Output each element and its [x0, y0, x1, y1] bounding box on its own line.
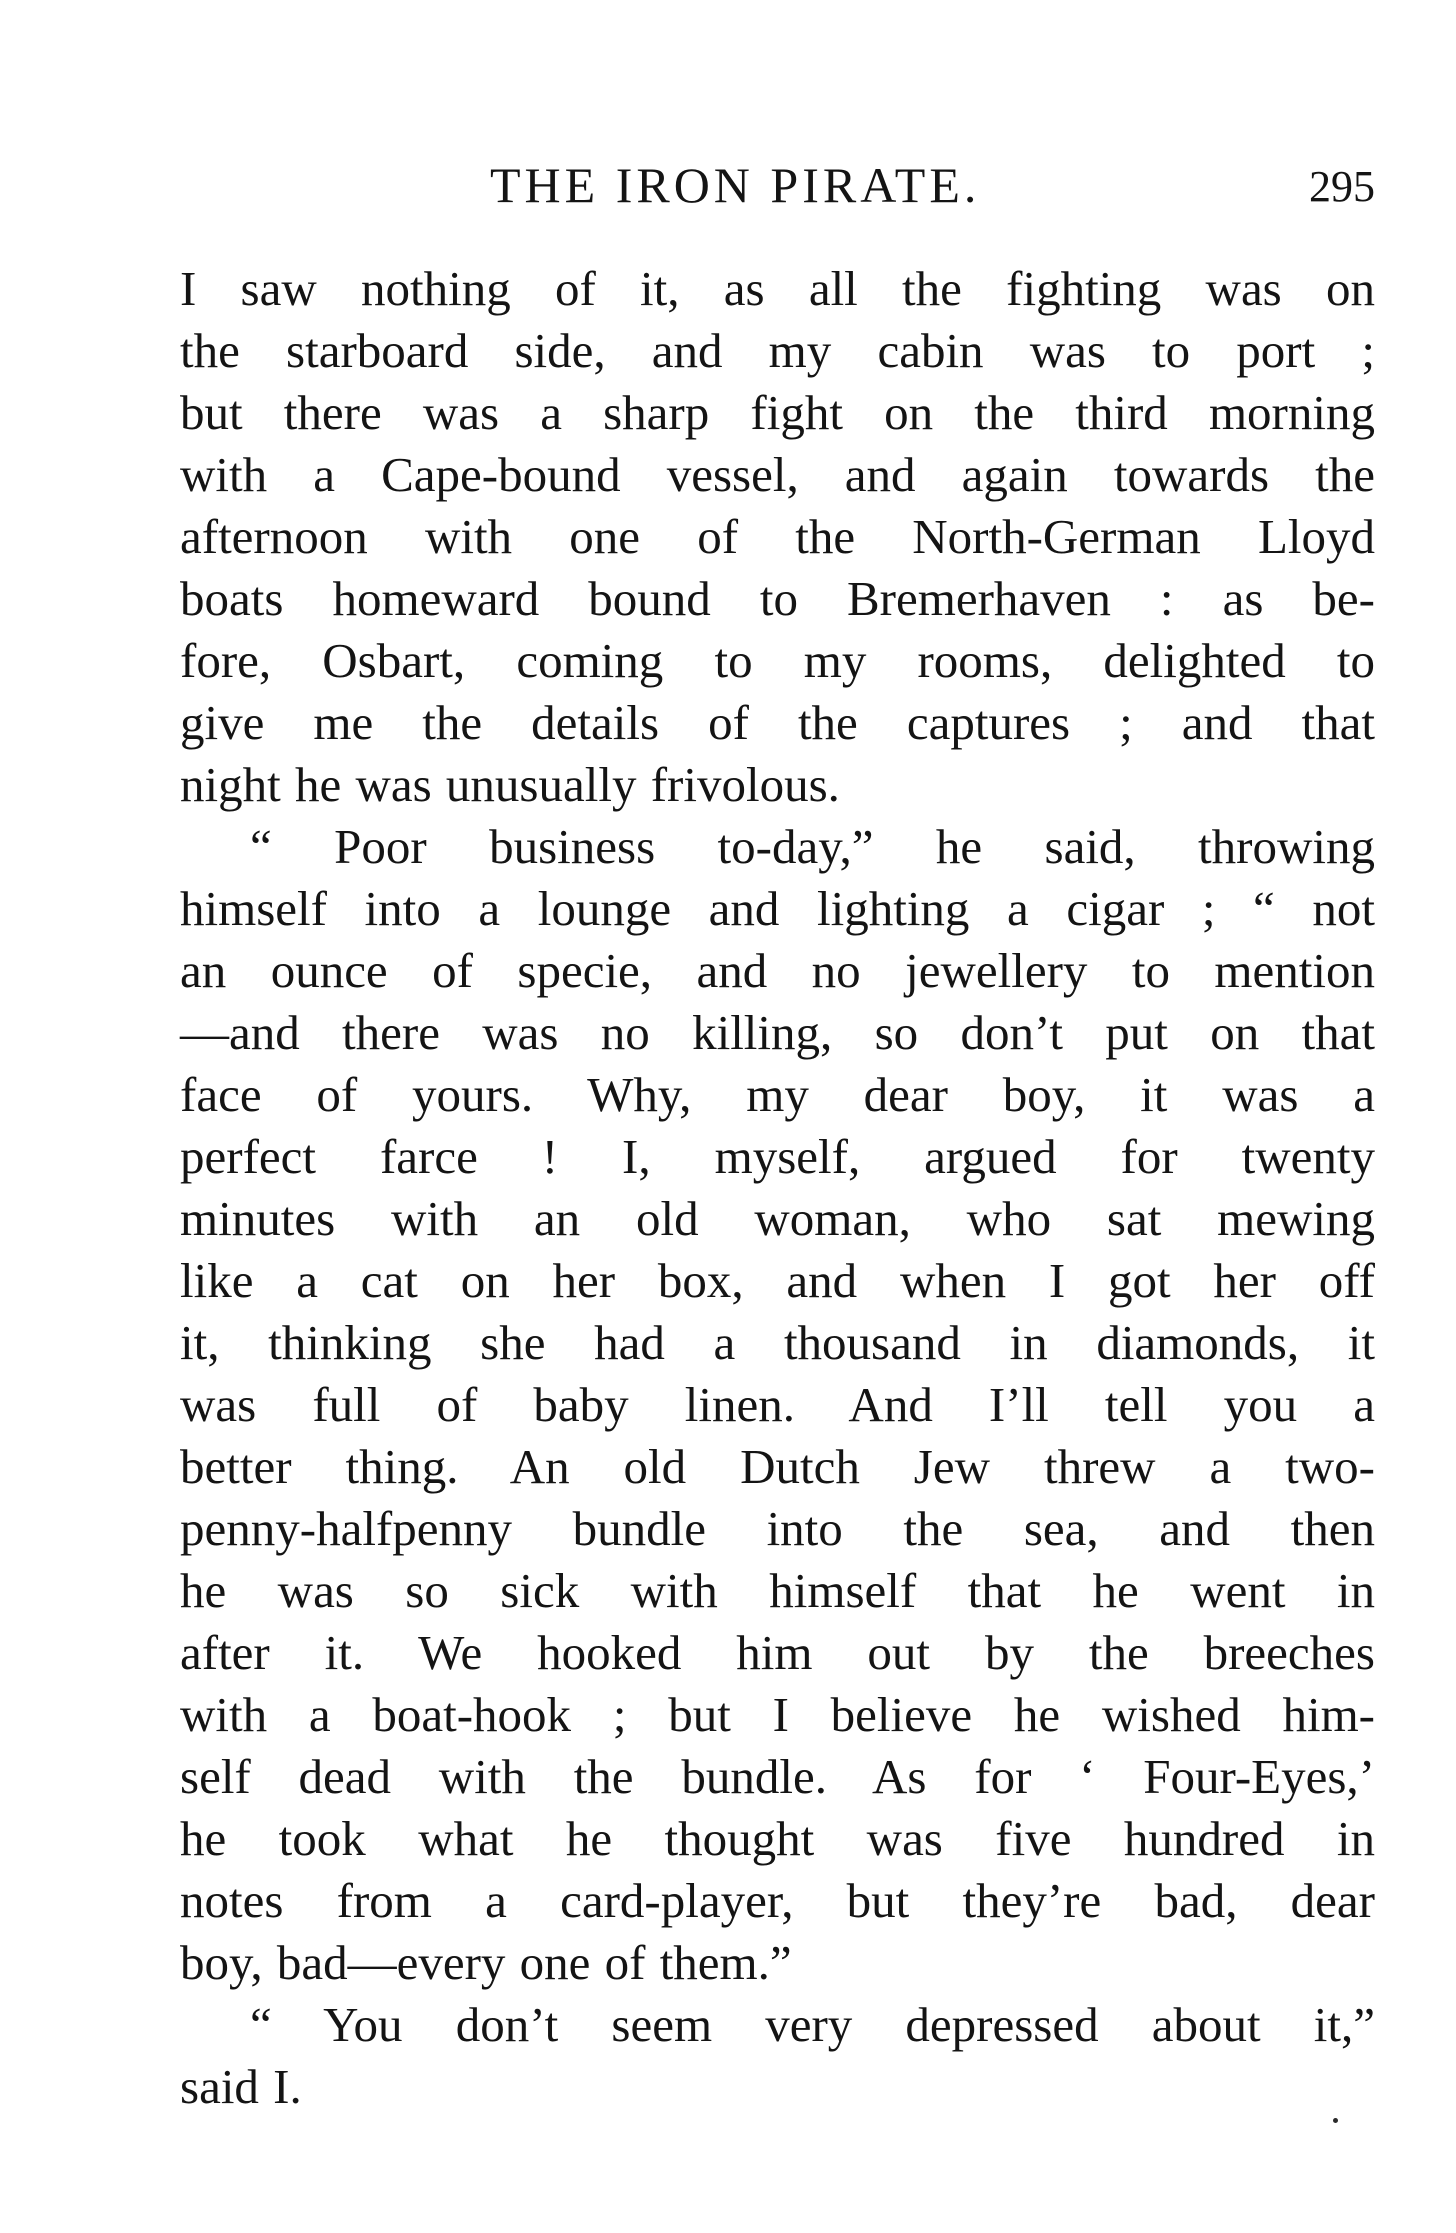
text-line: it, thinking she had a thousand in diamonds, it — [180, 1315, 1375, 1370]
text-line: give me the details of the captures ; and that — [180, 695, 1375, 750]
paragraph-end-line: night he was unusually frivolous. — [180, 757, 840, 812]
text-line: minutes with an old woman, who sat mewing — [180, 1191, 1375, 1246]
paragraph-start-line: “ You don’t seem very depressed about it,” — [250, 1997, 1375, 2052]
text-line: perfect farce ! I, myself, argued for twenty — [180, 1129, 1375, 1184]
text-line: an ounce of specie, and no jewellery to mention — [180, 943, 1375, 998]
text-line: with a Cape-bound vessel, and again towards the — [180, 447, 1375, 502]
text-line: penny-halfpenny bundle into the sea, and then — [180, 1501, 1375, 1556]
text-line: boats homeward bound to Bremerhaven : as be- — [180, 571, 1375, 626]
paragraph-end-line: boy, bad—every one of them.” — [180, 1935, 792, 1990]
paragraph-start-line: “ Poor business to-day,” he said, throwing — [250, 819, 1375, 874]
text-line: like a cat on her box, and when I got her off — [180, 1253, 1375, 1308]
text-line: he took what he thought was five hundred in — [180, 1811, 1375, 1866]
print-speck — [1333, 2118, 1338, 2123]
page-header — [180, 150, 1375, 220]
text-line: face of yours. Why, my dear boy, it was a — [180, 1067, 1375, 1122]
page-number: 295 — [1309, 162, 1375, 211]
text-line: but there was a sharp fight on the third morning — [180, 385, 1375, 440]
text-line: afternoon with one of the North-German Lloyd — [180, 509, 1375, 564]
text-line: fore, Osbart, coming to my rooms, delighted to — [180, 633, 1375, 688]
paragraph-end-line: said I. — [180, 2059, 302, 2114]
text-line: the starboard side, and my cabin was to port ; — [180, 323, 1375, 378]
text-line: himself into a lounge and lighting a cigar ; “ not — [180, 881, 1375, 936]
text-line: after it. We hooked him out by the breeches — [180, 1625, 1375, 1680]
body-text — [180, 258, 1375, 2118]
text-line: better thing. An old Dutch Jew threw a two- — [180, 1439, 1375, 1494]
text-line: self dead with the bundle. As for ‘ Four-Eyes,’ — [180, 1749, 1375, 1804]
text-line: he was so sick with himself that he went in — [180, 1563, 1375, 1618]
text-line: —and there was no killing, so don’t put on that — [180, 1005, 1375, 1060]
text-line: was full of baby linen. And I’ll tell you a — [180, 1377, 1375, 1432]
running-title: THE IRON PIRATE. — [490, 157, 981, 213]
text-line: I saw nothing of it, as all the fighting was on — [180, 261, 1375, 316]
text-line: notes from a card-player, but they’re bad, dear — [180, 1873, 1375, 1928]
text-line: with a boat-hook ; but I believe he wished him- — [180, 1687, 1375, 1742]
